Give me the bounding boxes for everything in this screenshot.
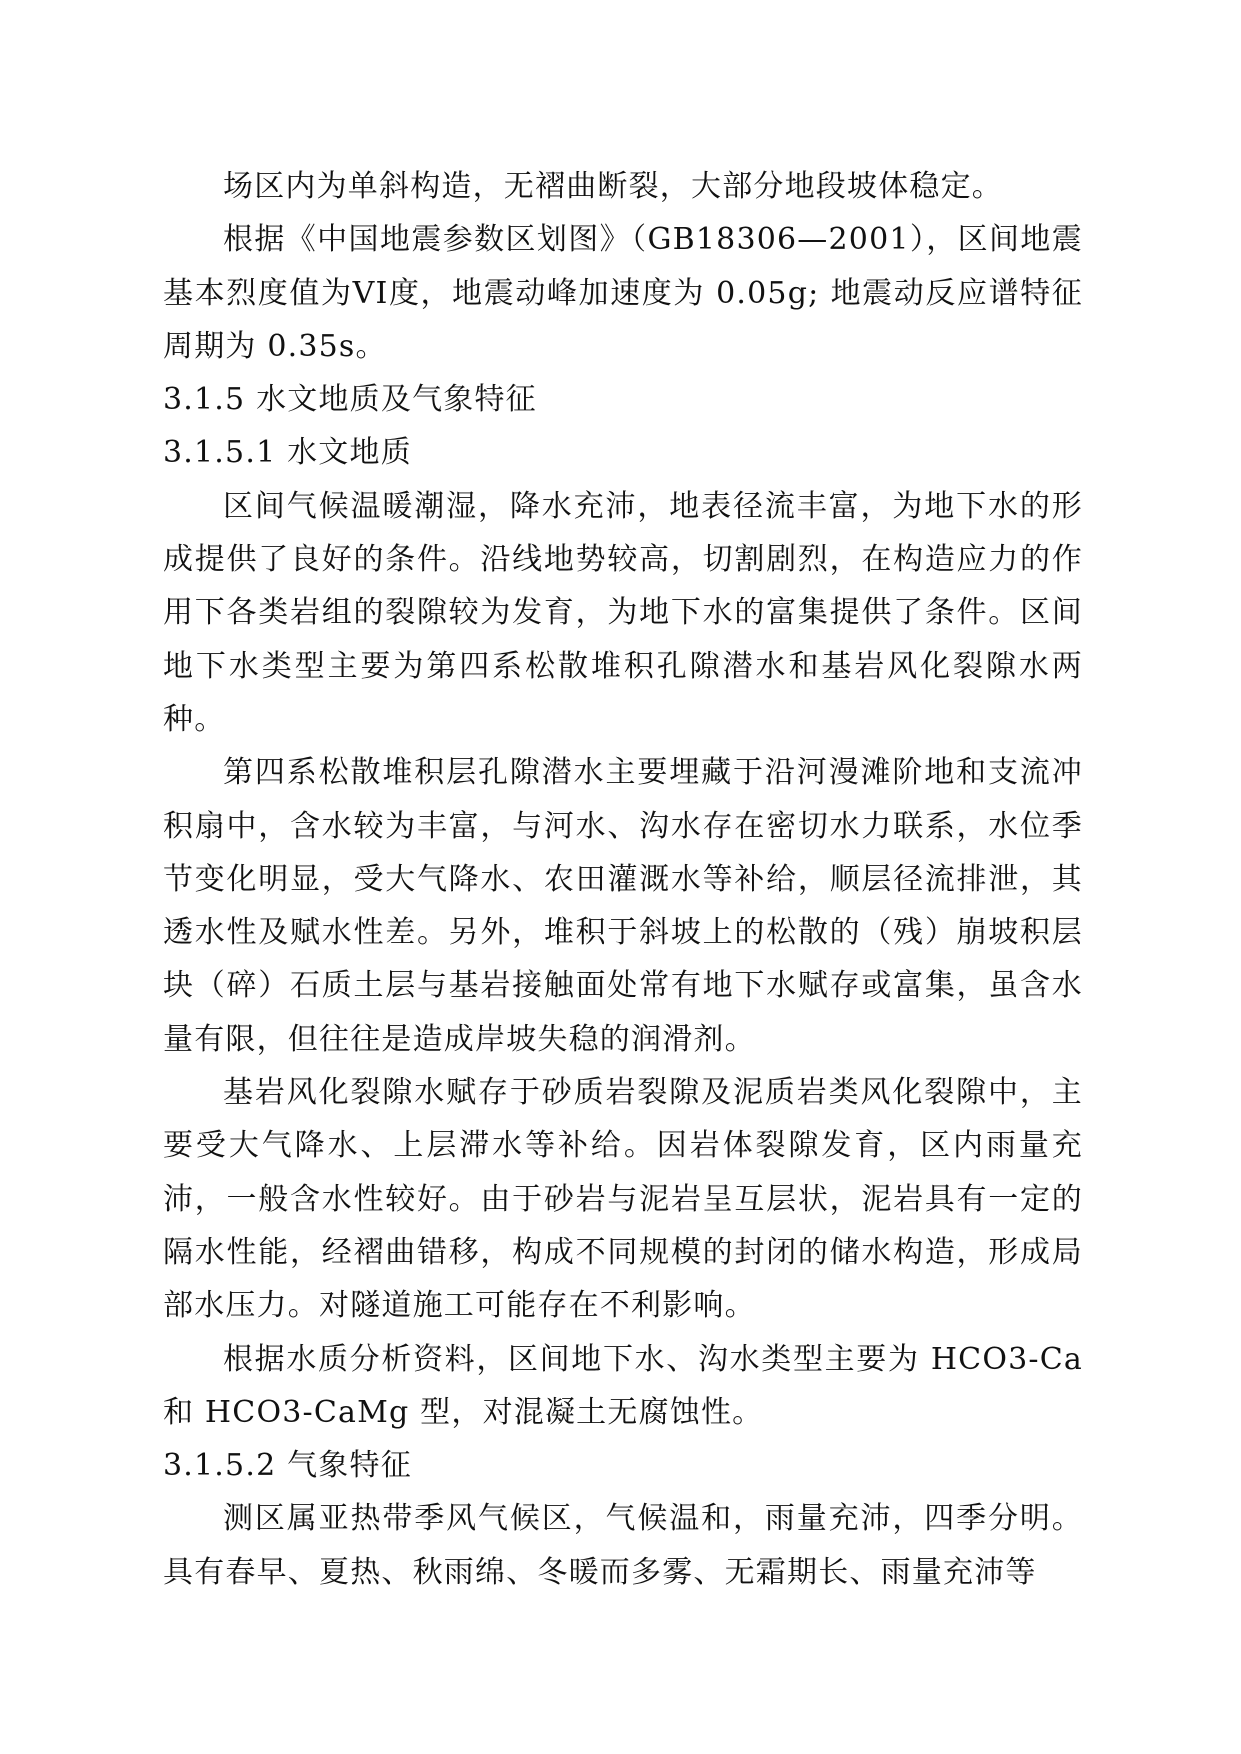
paragraph-seismic: 根据《中国地震参数区划图》（GB18306—2001），区间地震基本烈度值为VI度，地震动峰加速度为 0.05g; 地震动反应谱特征周期为 0.35s。 [163, 222, 1083, 364]
section-heading-3-1-5: 3.1.5 水文地质及气象特征 [163, 382, 537, 418]
document-body [163, 160, 1083, 1599]
paragraph-bedrock-water: 基岩风化裂隙水赋存于砂质岩裂隙及泥质岩类风化裂隙中，主要受大气降水、上层滞水等补给。因岩体裂隙发育，区内雨量充沛，一般含水性较好。由于砂岩与泥岩呈互层状，泥岩具有一定的隔水性能，经褶曲错移，构成不同规模的封闭的储水构造，形成局部水压力。对隧道施工可能存在不利影响。 [163, 1075, 1083, 1324]
paragraph-water-quality: 根据水质分析资料，区间地下水、沟水类型主要为 HCO3-Ca 和 HCO3-CaMg 型，对混凝土无腐蚀性。 [163, 1341, 1083, 1430]
paragraph-structure: 场区内为单斜构造，无褶曲断裂，大部分地段坡体稳定。 [223, 169, 1003, 204]
paragraph-quaternary-water: 第四系松散堆积层孔隙潜水主要埋藏于沿河漫滩阶地和支流冲积扇中，含水较为丰富，与河水、沟水存在密切水力联系，水位季节变化明显，受大气降水、农田灌溉水等补给，顺层径流排泄，其透水性及赋水性差。另外，堆积于斜坡上的松散的（残）崩坡积层块（碎）石质土层与基岩接触面处常有地下水赋存或富集，虽含水量有限，但往往是造成岸坡失稳的润滑剂。 [163, 755, 1083, 1057]
section-heading-3-1-5-2: 3.1.5.2 气象特征 [163, 1448, 412, 1484]
paragraph-hydrogeology-intro: 区间气候温暖潮湿，降水充沛，地表径流丰富，为地下水的形成提供了良好的条件。沿线地势较高，切割剧烈，在构造应力的作用下各类岩组的裂隙较为发育，为地下水的富集提供了条件。区间地下水类型主要为第四系松散堆积孔隙潜水和基岩风化裂隙水两种。 [163, 488, 1083, 737]
paragraph-climate: 测区属亚热带季风气候区，气候温和，雨量充沛，四季分明。具有春早、夏热、秋雨绵、冬暖而多雾、无霜期长、雨量充沛等 [163, 1501, 1083, 1590]
section-heading-3-1-5-1: 3.1.5.1 水文地质 [163, 435, 412, 471]
